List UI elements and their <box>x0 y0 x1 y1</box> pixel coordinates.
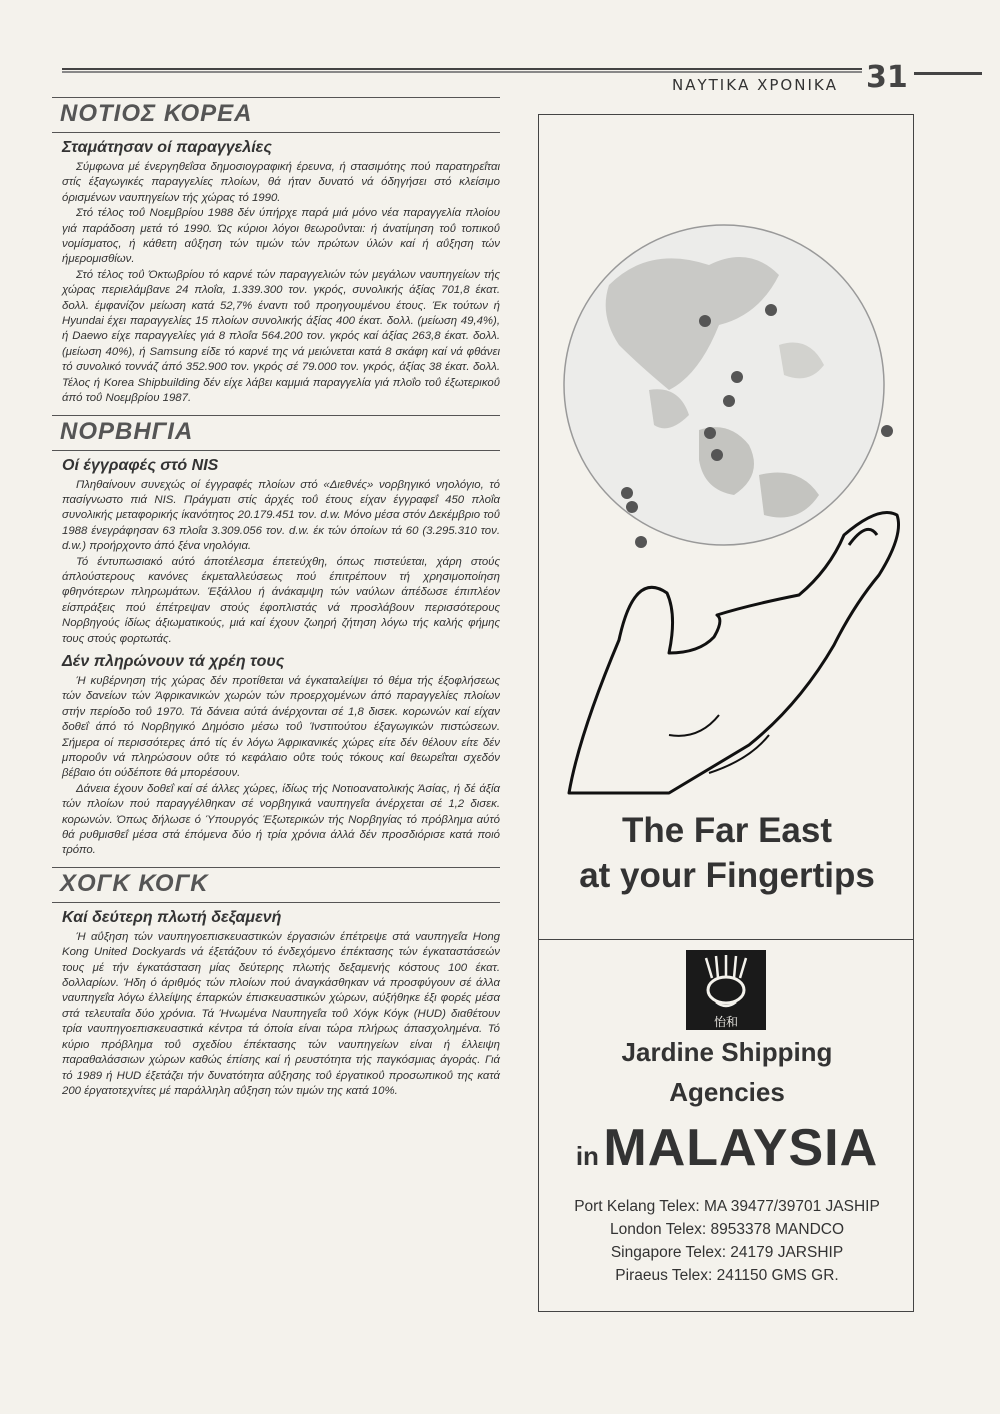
ad-divider <box>539 939 913 940</box>
company-name-line1: Jardine Shipping <box>621 1037 833 1067</box>
section-rule <box>52 902 500 903</box>
paragraph: Ή κυβέρνηση τής χώρας δέν προτίθεται νά έγκαταλείψει τό θέμα τής έξοφλήσεως τών δανείων τών Άφρικανικών χωρών τών προερχομένων άπό παραγγελίες πλοίων στήν περίοδο τοΰ 1970. Τά δάνεια αύτά άνέρχονται σέ 1,8 δισεκ. κορωνών καί είχαν δοθεΐ άπό τό Νορβηγικό Δημόσιο μέσω τοΰ Ίνστιτούτου έξαγωγικών πιστώσεων. Σήμερα οί περισσότερες άπό τίς έν λόγω Άφρικανικές χώρες είτε δέν θέλουν είτε δέν μποροΰν νά πληρώσουν οΰτε τό κεφάλαιο οΰτε τούς τόκους καί θεωρεΐται σχεδόν βέβαιο ότι ούδέποτε θά μπορέσουν. <box>62 674 500 780</box>
telex-list <box>539 1195 915 1287</box>
article-title: Σταμάτησαν οί παραγγελίες <box>62 139 272 156</box>
paragraph: Σύμφωνα μέ ένεργηθεΐσα δημοσιογραφική έρευνα, ή στασιμότης πού παρατηρεΐται στίς έξαγωγικές παραγγελίες πλοίων, θά ήταν δυνατό νά όδηγήσει στό κλείσιμο όρισμένων ναυπηγείων τής χώρας τό 1990. <box>62 161 500 204</box>
section-rule <box>52 867 500 868</box>
section-rule <box>52 450 500 451</box>
section-rule <box>52 132 500 133</box>
paragraph: Δάνεια έχουν δοθεΐ καί σέ άλλες χώρες, ίδίως τής Νοτιοανατολικής Άσίας, ή δέ άξία τών πλοίων πού παραγγέλθηκαν σέ νορβηγικά ναυπηγεΐα άνέρχεται σέ 1,2 δισεκ. κορωνών. Όπως δήλωσε ό Ύπουργός Έξωτερικών τής Νορβηγίας τό πρόβλημα αύτό θά ρυθμισθεΐ μέσα στά έπόμενα δύο ή τρία χρόνια άλλά δέν προσδιόρισε κατά ποιό τρόπο. <box>62 782 500 857</box>
telex-line: London Telex: 8953378 MANDCO <box>609 1221 845 1238</box>
headline-line2: at your Fingertips <box>579 856 875 895</box>
header-rule-top <box>62 68 862 70</box>
country-heading: ΧΟΓΚ ΚΟΓΚ <box>60 869 209 897</box>
section-rule <box>52 415 500 416</box>
logo-chars: 怡和 <box>713 1015 739 1029</box>
thistle-logo-icon <box>686 950 766 1030</box>
paragraph: Πληθαίνουν συνεχώς οί έγγραφές πλοίων στό «Διεθνές» νορβηγικό νηολόγιο, τό πασίγνωστο πιά NIS. Πράγματι στίς άρχές τοΰ έτους είχαν έγγραφεΐ 450 πλοΐα συνολικής μεταφορικής ίκανότητος 20.179.451 τον. d.w. Μόνο μέσα στόν Δεκέμβριο τοΰ 1988 ένεγράφησαν 63 πλοΐα 3.309.056 τον. d.w. έκ τών όποίων τά 60 (3.295.310 τον. d.w.) προήρχοντο άπό ξένα νηολόγια. <box>62 478 500 553</box>
article-title: Καί δεύτερη πλωτή δεξαμενή <box>62 908 282 926</box>
headline-line1: The Far East <box>621 811 833 850</box>
article-title: Οί έγγραφές στό NIS <box>62 456 219 474</box>
location-country: MALAYSIA <box>603 1119 879 1177</box>
header-rule-right <box>914 72 982 75</box>
header-rule-thick <box>62 71 862 73</box>
in-word: in <box>575 1141 599 1171</box>
globe-icon <box>564 225 893 548</box>
article-title: Δέν πληρώνουν τά χρέη τους <box>62 652 285 670</box>
section-rule <box>52 97 500 98</box>
article-column <box>52 97 500 1099</box>
telex-line: Singapore Telex: 24179 JARSHIP <box>610 1244 844 1261</box>
paragraph: Στό τέλος τοΰ Όκτωβρίου τό καρνέ τών παραγγελιών τών μεγάλων ναυπηγείων τής χώρας περιελάμβανε 24 πλοΐα, 1.339.300 τον. γκρός, συνολικής άξίας 701,8 έκατ. δολλ. έμφανίζον μείωση κατά 52,7% έναντι τοΰ προηγουμένου έτους. Έκ τούτων ή Hyundai έχει παραγγελίες 15 πλοίων συνολικής άξίας 400 έκατ. δολλ. (μείωση 49,4%), ή Daewo είχε παραγγελίες γιά 8 πλοΐα 564.200 τον. γκρός καί άξίας 263,8 έκατ. δολλ. (μείωση 40%), ή Samsung είδε τό καρνέ της νά μειώνεται κατά 8 σκάφη καί νά φθάνει τό συνολικό τοννάζ άπό 352.900 τον. γκρός σέ 79.000 τον. γκρός, άξίας 38 έκατ. δολλ. Τέλος ή Korea Shipbuilding δέν είχε λάβει καμμιά παραγγελία γιά πλοΐο τοΰ έξωτερικοΰ άπό τοΰ Νοεμβρίου 1987. <box>62 268 500 405</box>
telex-line: Port Kelang Telex: MA 39477/39701 JASHIP <box>574 1198 880 1215</box>
paragraph: Ή αΰξηση τών ναυπηγοεπισκευαστικών έργασιών έπέτρεψε στά ναυπηγεΐα Hong Kong United Dockyards νά έξετάζουν τό ένδεχόμενο έπέκτασης τών έγκαταστάσεών τους μέ τήν έγκατάσταση μίας δεύτερης πλωτής δεξαμενής κόστους 100 έκατ. δολλαρίων. Ήδη ό άριθμός τών πλοίων πού άναγκάσθηκαν νά προσφύγουν σέ άλλα ναυπηγεΐα λόγω έλλείψης έπαρκών έπισκευαστικών χώρων, αύξήθηκε έξι φορές μέσα στά τελευταΐα δύο χρόνια. Τά Ήνωμένα Ναυπηγεΐα τοΰ Χόγκ Κόγκ (HUD) διαθέτουν τρία ναυπηγοεπισκευαστικά κέντρα τά όποία είναι τώρα πλήρως άπασχολημένα. Τό κύριο πρόβλημα τοΰ σχεδίου έπέκτασης τών ναυπηγείων είναι ή έλλειψη παραθαλάσσιων χώρων καθώς έπίσης καί ή ρευστότητα τής παγκόσμιας άγοράς. Γιά τό 1989 ή HUD έξετάζει τήν δυνατότητα αΰξησης τοΰ έργατικοΰ προσωπικοΰ της κατά 200 έργατοτεχνίτες μέ παράλληλη αΰξηση τών τιμών της κατά 10%. <box>62 930 500 1097</box>
advertisement <box>538 114 914 1312</box>
paragraph: Στό τέλος τοΰ Νοεμβρίου 1988 δέν ύπήρχε παρά μιά μόνο νέα παραγγελία πλοίου γιά παράδοση μετά τό 1990. Ώς κύριοι λόγοι θεωροΰνται: ή άνατίμηση τοΰ τοπικοΰ νομίσματος, ή κάθετη αΰξηση τών τιμών τών πρώτων ύλών καί ή αΰξηση τών ήμερομισθίων. <box>62 207 500 266</box>
country-heading: ΝΟΤΙΟΣ ΚΟΡΕΑ <box>60 100 253 127</box>
ad-headline <box>539 808 915 898</box>
company-name-line2: Agencies <box>669 1077 785 1107</box>
paragraph: Τό έντυπωσιακό αύτό άποτέλεσμα έπετεύχθη, όπως πιστεύεται, χάρη στούς άπλούστερους κανόνες έκμεταλλεύσεως πού έπιτρέπουν τή χρησιμοποίηση φθηνότερων πληρωμάτων. Έξάλλου ή άνάκαμψη τών ναύλων άπέδωσε έπιπλέον είσπράξεις πού έπέτρεψαν στούς έφοπλιστάς νά προσλάβουν περισσότερους Νορβηγούς ίδίως άξιωματικούς, μιά καί έχουν ζωηρή ζήτηση λόγω τής καλής φήμης τους στούς φορτωτάς. <box>62 555 500 645</box>
page-number: 31 <box>866 60 908 95</box>
hand-icon <box>569 513 899 794</box>
company-location <box>539 1118 915 1178</box>
country-heading: ΝΟΡΒΗΓΙΑ <box>60 417 194 445</box>
globe-in-hand-illustration <box>549 175 909 795</box>
telex-line: Piraeus Telex: 241150 GMS GR. <box>615 1267 839 1284</box>
journal-name: ΝΑΥΤΙΚΑ ΧΡΟΝΙΚΑ <box>672 76 838 94</box>
